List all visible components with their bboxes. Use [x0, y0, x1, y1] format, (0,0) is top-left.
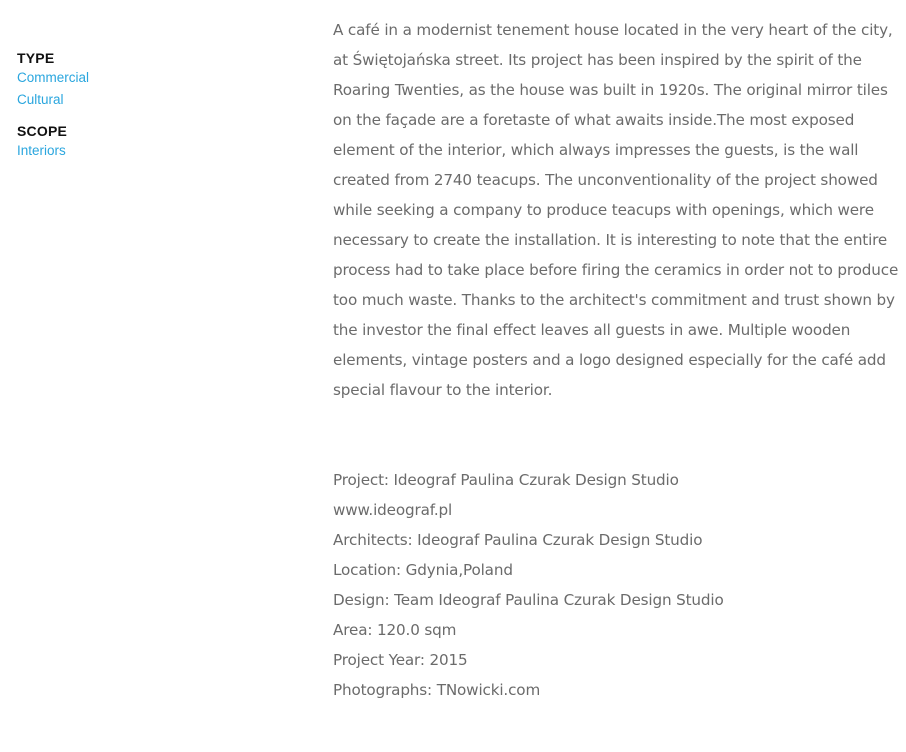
credit-project: Project: Ideograf Paulina Czurak Design Studio [333, 471, 679, 489]
credit-photographs: Photographs: TNowicki.com [333, 681, 541, 699]
credit-design: Design: Team Ideograf Paulina Czurak Design Studio [333, 591, 724, 609]
type-heading: TYPE [17, 50, 55, 66]
project-content [333, 15, 899, 705]
scope-heading: SCOPE [17, 123, 68, 139]
scope-link-interiors[interactable]: Interiors [17, 143, 66, 158]
credit-area: Area: 120.0 sqm [333, 621, 457, 639]
type-group [17, 49, 217, 111]
type-link-cultural[interactable]: Cultural [17, 92, 64, 107]
scope-group [17, 122, 217, 162]
project-credits [333, 465, 899, 705]
project-description: A café in a modernist tenement house located in the very heart of the city, at Świętojańska street. Its project has been inspired by the spirit of the Roaring Twenties, as the house was built in 1920s. The original mirror tiles on the façade are a foretaste of what awaits inside.The most exposed element of the interior, which always impresses the guests, is the wall created from 2740 teacups. The unconventionality of the project showed while seeking a company to produce teacups with openings, which were necessary to create the installation. It is interesting to note that the entire process had to take place before firing the ceramics in order not to produce too much waste. Thanks to the architect's commitment and trust shown by the investor the final effect leaves all guests in awe. Multiple wooden elements, vintage posters and a logo designed especially for the café add special flavour to the interior. [333, 21, 899, 399]
credit-location: Location: Gdynia,Poland [333, 561, 513, 579]
type-link-commercial[interactable]: Commercial [17, 70, 90, 85]
credit-architects: Architects: Ideograf Paulina Czurak Design Studio [333, 531, 703, 549]
credit-website: www.ideograf.pl [333, 501, 453, 519]
credit-project-year: Project Year: 2015 [333, 651, 468, 669]
project-meta-sidebar [17, 49, 217, 173]
